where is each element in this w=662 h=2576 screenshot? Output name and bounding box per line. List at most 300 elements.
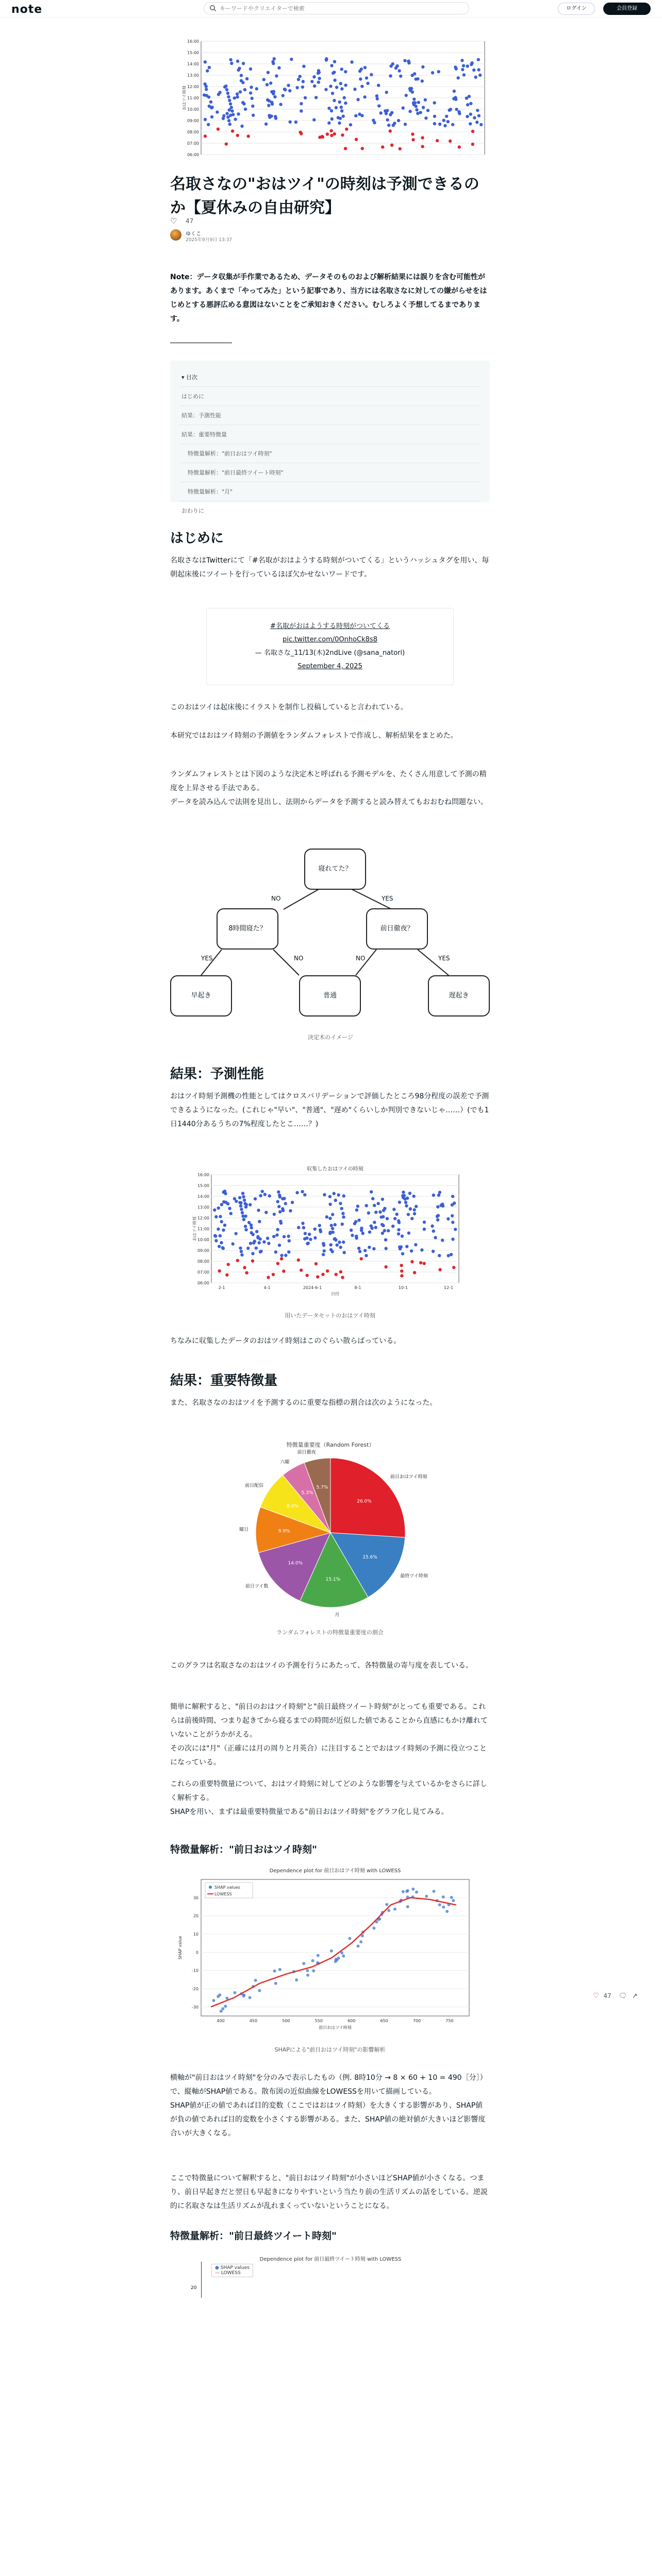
author-avatar[interactable]	[170, 229, 181, 241]
outlier-point	[452, 1266, 455, 1269]
regular-point	[244, 108, 247, 111]
x-axis-label: 日付	[331, 1292, 339, 1296]
outlier-point	[341, 1276, 344, 1279]
regular-point	[462, 64, 465, 67]
importance-paragraph-6: SHAPを用い、まずは最重要特徴量である"前日おはツイ時刻"をグラフ化し見てみる。	[170, 1808, 449, 1816]
regular-point	[423, 1228, 426, 1231]
outlier-point	[436, 139, 439, 142]
regular-point	[298, 75, 301, 78]
y-tick-label: 15:00	[187, 50, 199, 55]
regular-point	[360, 84, 363, 88]
regular-point	[203, 82, 206, 86]
regular-point	[397, 1228, 400, 1231]
shap-point	[406, 1889, 409, 1892]
regular-point	[342, 1194, 345, 1197]
regular-point	[272, 62, 275, 65]
y-tick-label: 07:00	[187, 141, 199, 146]
intro-paragraph-3: 本研究ではおはツイ時刻の予測値をランダムフォレストで作成し、解析結果をまとめた。	[170, 732, 458, 740]
regular-point	[203, 93, 206, 96]
regular-point	[249, 67, 252, 71]
regular-point	[360, 114, 363, 117]
regular-point	[241, 1192, 244, 1195]
regular-point	[473, 116, 476, 119]
regular-point	[402, 1196, 405, 1199]
shap-point	[393, 1907, 396, 1910]
regular-point	[392, 1208, 395, 1211]
regular-point	[445, 115, 448, 118]
regular-point	[252, 1233, 255, 1236]
regular-point	[422, 106, 425, 109]
hero-chart-image	[170, 39, 491, 160]
regular-point	[300, 109, 303, 112]
shap-point	[372, 1926, 375, 1929]
search-box[interactable]	[204, 2, 469, 14]
regular-point	[391, 62, 394, 65]
regular-point	[466, 103, 469, 106]
tree-node-left: 8時間寝た？	[217, 908, 278, 950]
tree-caption: 決定木のイメージ	[308, 1034, 353, 1041]
regular-point	[271, 103, 274, 106]
regular-point	[287, 84, 290, 87]
regular-point	[354, 114, 357, 117]
pie-title: 特徴量重要度（Random Forest）	[286, 1442, 375, 1448]
outlier-point	[225, 142, 228, 145]
regular-point	[377, 83, 380, 87]
regular-point	[451, 123, 454, 126]
regular-point	[231, 113, 235, 116]
login-button[interactable]: ログイン	[558, 3, 595, 15]
outlier-point	[272, 1273, 275, 1276]
regular-point	[294, 121, 297, 124]
regular-point	[302, 80, 305, 83]
regular-point	[281, 94, 284, 97]
regular-point	[227, 119, 230, 122]
shap-point	[212, 1999, 215, 2002]
y-tick-label: 13:00	[187, 73, 199, 78]
regular-point	[353, 88, 356, 91]
regular-point	[244, 1225, 247, 1228]
regular-point	[338, 1241, 341, 1244]
pie-category-label: 曜日	[239, 1527, 249, 1533]
regular-point	[436, 1218, 439, 1222]
y-tick-label: -20	[191, 1987, 198, 1991]
regular-point	[387, 1229, 390, 1232]
regular-point	[460, 59, 464, 62]
regular-point	[327, 107, 330, 110]
regular-point	[477, 68, 480, 71]
outlier-point	[411, 138, 415, 141]
regular-point	[236, 60, 239, 63]
outlier-point	[282, 1269, 285, 1273]
regular-point	[313, 84, 316, 88]
regular-point	[246, 1247, 250, 1250]
x-tick-label: 2024-6-1	[303, 1285, 322, 1290]
regular-point	[240, 1208, 243, 1211]
regular-point	[402, 1191, 405, 1194]
regular-point	[343, 96, 346, 99]
regular-point	[462, 73, 466, 76]
pie-value-label: 8.4%	[287, 1504, 299, 1510]
regular-point	[278, 1244, 281, 1247]
regular-point	[366, 82, 369, 85]
outlier-point	[218, 1269, 221, 1273]
outlier-point	[400, 1269, 403, 1273]
shap2-legend: ● SHAP values — LOWESS	[211, 2264, 253, 2277]
regular-point	[319, 1230, 322, 1233]
regular-point	[231, 1242, 234, 1245]
regular-point	[264, 123, 268, 126]
regular-point	[239, 1205, 242, 1208]
regular-point	[288, 89, 291, 92]
outlier-point	[300, 1268, 303, 1272]
toc-heading[interactable]: ▾ 目次	[179, 368, 481, 387]
regular-point	[243, 88, 246, 91]
regular-point	[240, 1253, 243, 1257]
regular-point	[401, 1252, 404, 1255]
importance-paragraph-4: その次には"月"（正確には月の周りと月英合）に注目することでおはツイ時刻の予測に役立つことになっている。	[170, 1744, 487, 1767]
intro-paragraph-1: 名取さなはTwitterにて「#名取がおはようする時刻がついてくる」というハッシュタグを用い、毎朝起床後にツイートを行っているほぼ欠かせないワードです。	[170, 556, 489, 579]
y-tick-label: 10	[193, 1932, 198, 1937]
toc-item[interactable]: 特徴量解析："月"	[179, 482, 481, 501]
x-tick-label: 400	[217, 2019, 225, 2023]
tree-label-no: NO	[294, 955, 304, 962]
x-tick-label: 10-1	[398, 1285, 408, 1290]
pie-category-label: 前日ツイ数	[245, 1584, 269, 1589]
regular-point	[407, 1213, 410, 1216]
regular-point	[241, 1211, 244, 1214]
regular-point	[217, 1228, 220, 1231]
shap-point	[359, 1940, 362, 1943]
tree-leaf-late: 遅起き	[428, 975, 490, 1016]
regular-point	[283, 88, 286, 91]
regular-point	[312, 75, 316, 78]
toc-item[interactable]: 特徴量解析："前日おはツイ時刻"	[179, 444, 481, 463]
regular-point	[431, 71, 434, 74]
outlier-point	[438, 1268, 441, 1271]
regular-point	[437, 70, 440, 73]
regular-point	[317, 80, 320, 83]
regular-point	[297, 1226, 300, 1229]
regular-point	[251, 1252, 254, 1255]
outlier-point	[421, 136, 424, 139]
regular-point	[207, 95, 210, 98]
regular-point	[432, 1194, 435, 1197]
regular-point	[426, 109, 429, 112]
shap-point	[249, 1996, 252, 1999]
regular-point	[308, 1232, 311, 1235]
x-tick-label: 12-1	[443, 1285, 454, 1290]
regular-point	[443, 124, 446, 127]
outlier-point	[419, 1261, 422, 1264]
y-tick-label: 09:00	[187, 118, 199, 123]
toc-item[interactable]: 結果：予測性能	[179, 406, 481, 425]
y-tick-label: 09:00	[197, 1248, 209, 1253]
regular-point	[338, 122, 341, 125]
regular-point	[287, 1234, 290, 1238]
regular-point	[325, 1215, 328, 1218]
outlier-point	[236, 134, 239, 137]
tweet-date[interactable]: September 4, 2025	[297, 663, 362, 670]
regular-point	[408, 110, 411, 113]
regular-point	[242, 62, 245, 65]
regular-point	[223, 86, 226, 89]
regular-point	[436, 1205, 439, 1208]
regular-point	[337, 116, 340, 119]
toc-item[interactable]: 結果：重要特徴量	[179, 425, 481, 444]
regular-point	[268, 99, 271, 103]
regular-point	[205, 88, 208, 91]
outlier-point	[471, 130, 474, 133]
shap-point	[387, 1909, 390, 1912]
regular-point	[395, 1213, 399, 1216]
regular-point	[479, 123, 483, 126]
regular-point	[204, 60, 207, 63]
outlier-point	[243, 1266, 246, 1269]
regular-point	[412, 1208, 416, 1211]
tree-leaf-early: 早起き	[170, 975, 232, 1016]
regular-point	[222, 1200, 225, 1204]
outlier-point	[398, 147, 401, 150]
regular-point	[252, 1241, 255, 1244]
regular-point	[409, 1207, 412, 1210]
regular-point	[432, 1229, 435, 1232]
y-axis-label: おはツイ時刻	[192, 1216, 197, 1241]
regular-point	[288, 120, 291, 123]
regular-point	[328, 1195, 332, 1198]
regular-point	[410, 74, 413, 77]
outlier-point	[421, 145, 424, 148]
regular-point	[287, 1250, 290, 1253]
section-heading-shap-last-tweet: 特徴量解析："前日最終ツイート時刻"	[170, 2230, 337, 2242]
regular-point	[277, 66, 280, 69]
regular-point	[315, 96, 318, 99]
comment-icon[interactable]: 🗨	[618, 1992, 627, 2000]
note-tail: むしろよく予想してるまであります。	[170, 301, 481, 323]
shap-point	[438, 1903, 441, 1906]
pie-value-label: 9.9%	[278, 1529, 290, 1534]
outlier-point	[231, 129, 234, 132]
regular-point	[351, 1234, 354, 1237]
section-heading-importance: 結果：重要特徴量	[170, 1373, 278, 1388]
regular-point	[431, 1225, 434, 1228]
table-of-contents	[170, 361, 490, 514]
pie-slice	[330, 1458, 405, 1537]
embedded-tweet	[206, 608, 454, 685]
regular-point	[226, 92, 229, 95]
regular-point	[329, 1248, 333, 1251]
regular-point	[267, 71, 270, 74]
regular-point	[451, 1214, 454, 1217]
y-tick-label: 30	[193, 1895, 198, 1901]
toc-item[interactable]: はじめに	[179, 387, 481, 406]
y-axis-label: おはツイ時刻	[182, 86, 187, 110]
regular-point	[218, 1245, 221, 1248]
outlier-point	[355, 138, 358, 141]
importance-paragraph-3: 簡単に解釈すると、"前日のおはツイ時刻"と"前日最終ツイート時刻"がとっても重要である。これらは前後時間、つまり起きてから寝るまでの時間が近似した値であることから直感にもかけ離れていないことがうかがえる。	[170, 1703, 488, 1739]
section-heading-performance: 結果：予測性能	[170, 1066, 264, 1082]
regular-point	[478, 74, 482, 77]
shap-point	[295, 1978, 298, 1981]
regular-point	[239, 1246, 242, 1249]
regular-point	[252, 113, 255, 116]
outlier-point	[245, 1271, 248, 1274]
side-heart-icon[interactable]: ♡	[593, 1992, 600, 2000]
regular-point	[382, 1215, 385, 1218]
x-axis-label: 前日おはツイ時刻	[319, 2025, 352, 2030]
y-tick-label: 08:00	[187, 130, 199, 134]
outlier-point	[384, 1265, 387, 1268]
regular-point	[458, 112, 461, 115]
outlier-point	[400, 1264, 403, 1267]
regular-point	[249, 1203, 252, 1206]
regular-point	[331, 92, 334, 95]
outlier-point	[321, 135, 324, 139]
shap-chart-title: Dependence plot for 前日おはツイ時刻 with LOWESS	[269, 1868, 401, 1874]
regular-point	[328, 1202, 332, 1206]
regular-point	[230, 62, 233, 65]
regular-point	[376, 1202, 379, 1205]
regular-point	[329, 84, 332, 88]
regular-point	[250, 97, 253, 100]
regular-point	[322, 1253, 325, 1256]
regular-point	[325, 58, 328, 61]
y-tick-label: -10	[191, 1968, 198, 1973]
regular-point	[433, 115, 436, 118]
regular-point	[220, 1241, 223, 1244]
regular-point	[470, 63, 473, 66]
tweet-hashtag[interactable]: #名取がおはようする時刻がついてくる	[270, 622, 390, 630]
shap-point	[217, 1995, 220, 1998]
regular-point	[257, 1209, 260, 1212]
pie-value-label: 15.1%	[325, 1577, 341, 1582]
regular-point	[302, 64, 305, 67]
regular-point	[354, 1220, 357, 1223]
importance-pie-chart-image	[170, 1437, 491, 1618]
regular-point	[421, 65, 424, 69]
tree-label-yes: YES	[438, 955, 450, 962]
regular-point	[361, 1232, 365, 1235]
regular-point	[340, 1207, 343, 1210]
regular-point	[333, 99, 336, 102]
regular-point	[318, 77, 321, 80]
outlier-point	[300, 132, 303, 135]
regular-point	[245, 77, 249, 80]
regular-point	[452, 97, 455, 100]
note-paragraph: Note：データ収集が手作業であるため、データそのものおよび解析結果には誤りを含む可能性があります。あくまで「やってみた」という記事であり、当方には名取さなに対しての嫌がらせをはじめとする悪評広める意図はないことをご承知おきください。	[170, 273, 487, 309]
outlier-point	[330, 134, 333, 137]
heart-icon[interactable]: ♡	[170, 216, 177, 226]
regular-point	[355, 1234, 358, 1238]
legend-point-marker	[209, 1886, 212, 1889]
regular-point	[284, 1253, 287, 1257]
regular-point	[340, 109, 343, 112]
dataset-caption: 用いたデータセットのおはツイ時刻	[285, 1312, 375, 1319]
regular-point	[344, 101, 347, 105]
regular-point	[405, 1245, 408, 1248]
regular-point	[412, 103, 416, 106]
regular-point	[302, 1226, 305, 1229]
regular-point	[214, 1239, 218, 1242]
section-heading-shap-prev-ohatsui: 特徴量解析："前日おはツイ時刻"	[170, 1844, 317, 1855]
author-name[interactable]: ゆくこ	[186, 231, 201, 237]
regular-point	[377, 104, 380, 107]
y-tick-label: 11:00	[187, 96, 199, 100]
pie-value-label: 5.3%	[301, 1490, 313, 1496]
regular-point	[399, 1247, 402, 1250]
regular-point	[336, 1243, 339, 1246]
y-tick-label: 15:00	[197, 1183, 209, 1188]
regular-point	[204, 118, 207, 121]
regular-point	[415, 1205, 418, 1208]
regular-point	[331, 1213, 334, 1216]
legend-shap-label: SHAP values	[214, 1885, 240, 1890]
y-tick-label: 14:00	[197, 1194, 209, 1199]
regular-point	[358, 1250, 361, 1253]
regular-point	[391, 1225, 394, 1228]
regular-point	[330, 117, 334, 121]
regular-point	[328, 1217, 332, 1220]
outlier-point	[411, 132, 414, 135]
search-input[interactable]	[220, 4, 462, 12]
shap-point	[306, 1969, 309, 1972]
regular-point	[216, 110, 219, 113]
regular-point	[455, 108, 458, 111]
regular-point	[290, 58, 293, 61]
regular-point	[357, 1247, 360, 1250]
regular-point	[237, 112, 240, 115]
toc-item[interactable]: おわりに	[181, 507, 204, 514]
regular-point	[423, 1221, 426, 1224]
regular-point	[256, 1235, 259, 1238]
regular-point	[258, 1220, 261, 1223]
outlier-point	[326, 1269, 329, 1273]
regular-point	[338, 100, 341, 104]
regular-point	[461, 68, 464, 71]
regular-point	[390, 111, 393, 114]
toc-item[interactable]: 特徴量解析："前日最終ツイート時刻"	[179, 463, 481, 482]
regular-point	[331, 1227, 334, 1230]
regular-point	[214, 1215, 218, 1218]
section-heading-intro: はじめに	[170, 531, 224, 546]
regular-point	[376, 97, 379, 100]
share-icon[interactable]: ↗	[632, 1992, 638, 2000]
tree-label-no: NO	[356, 955, 366, 962]
regular-point	[344, 83, 347, 87]
shap-point	[274, 1982, 277, 1985]
x-tick-label: 550	[315, 2019, 323, 2023]
importance-pie-chart	[170, 1437, 491, 1618]
regular-point	[438, 123, 441, 126]
outlier-point	[236, 1259, 239, 1262]
regular-point	[402, 106, 405, 109]
outlier-point	[335, 1273, 338, 1276]
regular-point	[243, 1198, 246, 1201]
regular-point	[313, 1227, 317, 1230]
tweet-link[interactable]: pic.twitter.com/0OnhoCk8s8	[283, 636, 377, 643]
pie-category-label: 六曜	[280, 1460, 290, 1465]
regular-point	[477, 58, 480, 61]
shap-point	[225, 1997, 228, 2000]
regular-point	[309, 1238, 312, 1241]
note-logo[interactable]: note	[11, 3, 43, 16]
regular-point	[341, 1212, 344, 1215]
regular-point	[228, 123, 231, 126]
signup-button[interactable]: 会員登録	[603, 3, 651, 15]
regular-point	[273, 57, 276, 60]
regular-point	[269, 81, 272, 84]
regular-point	[223, 1190, 226, 1193]
regular-point	[370, 73, 373, 76]
